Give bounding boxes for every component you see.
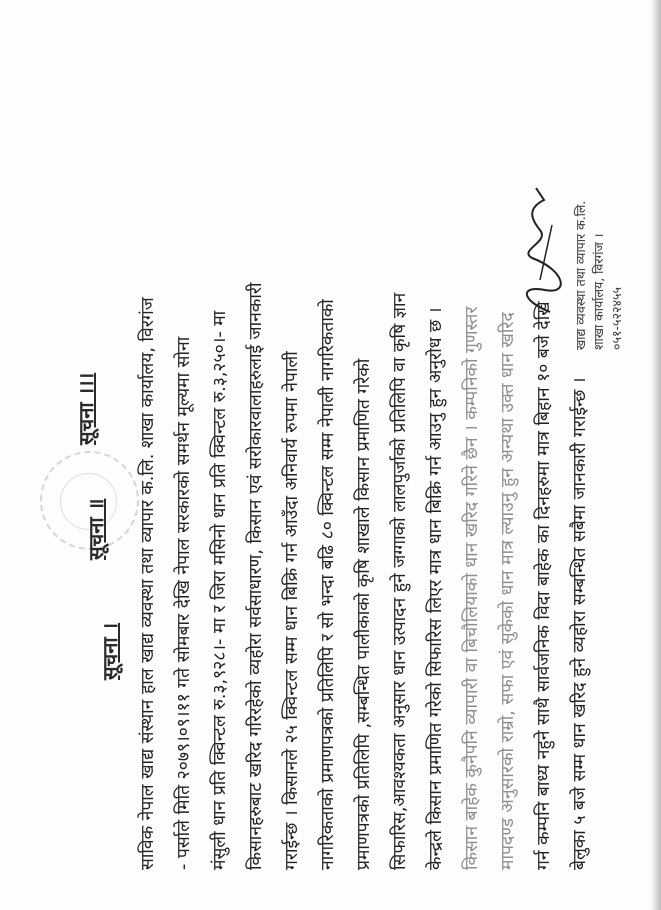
- signature-phone: ०५१-५२२४५५: [609, 286, 624, 350]
- handwritten-signature: [510, 180, 570, 320]
- notice-line: नागरिकताको प्रमाणपत्रको प्रतिलिपि र सो भन्दा बढि ८० क्विन्टल सम्म नेपाली नागरिकताको: [318, 299, 338, 870]
- notice-title-middle: सूचना ॥: [84, 498, 108, 560]
- notice-line: प्रमाणपत्रको प्रतिलिपि ,सम्बन्धित पालीकाको कृषि शाखाले किसान प्रमाणित गरेको: [354, 358, 374, 870]
- notice-title-right: सूचना ।।।: [74, 372, 98, 445]
- signature-branch: शाखा कार्यालय, विरगंज ।: [591, 233, 606, 350]
- signature-office-name: खाद्य व्यवस्था तथा व्यापार क.लि.: [573, 200, 588, 350]
- notice-line: किसान बाहेक कुनैपनि व्यापारी वा बिचौलियाको धान खरिद गरिने छैन । कम्पनिको गुणस्तर: [462, 306, 482, 870]
- notice-line: मापदण्ड अनुसारको राम्रो, सफा एवं सुकेको धान मात्र ल्याउनु हुन अन्यथा उक्त धान खरिद: [498, 312, 518, 870]
- notice-headings: [70, 0, 130, 910]
- signature-block: [520, 50, 626, 350]
- notice-line: गराईन्छ । किसानले २५ क्विन्टल सम्म धान बिक्रि गर्न आउँदा अनिवार्य रुपमा नेपाली: [282, 351, 302, 870]
- notice-title-left: सूचना ।: [98, 622, 122, 680]
- notice-line: - पर्साले मिति २०७९।०९।११ गते सोमबार देखि नेपाल सरकारको समर्थन मूल्यमा सोना: [174, 336, 194, 870]
- notice-line: साविक नेपाल खाद्य संस्थान हाल खाद्य व्यवस्था तथा व्यापार क.लि. शाखा कार्यालय, विरगंज: [138, 297, 158, 870]
- notice-line: केन्द्रले किसान प्रमाणित गरेको सिफारिस लिएर मात्र धान बिक्रि गर्न आउनु हुन अनुरोध छ ।: [426, 307, 446, 870]
- notice-line: किसानहरुबाट खरिद गरिरहेको व्यहोरा सर्वसाधारण, किसान एवं सरोकारवालाहरुलाई जानकारी: [246, 282, 266, 870]
- notice-line: सिफारिस,आवश्यकता अनुसार धान उत्पादन हुने जग्गाको लालपुर्जाको प्रतिलिपि वा कृषि ज्ञान: [390, 292, 410, 870]
- notice-line: बेलुका ५ बजे सम्म धान खरिद हुने व्यहोरा सम्बन्धित सबैमा जानकारी गराईन्छ ।: [570, 377, 590, 870]
- notice-line: गर्न कम्पनि बाध्य नहुने साथै सार्वजनिक विदा बाहेक का दिनहरुमा मात्र बिहान १० बजे देखि: [534, 301, 554, 870]
- notice-line: मंसुली धान प्रति क्विन्टल रु.३,९२८।- मा र जिरा मसिनो धान प्रति क्विन्टल रु.३,२५०।- मा: [210, 310, 230, 870]
